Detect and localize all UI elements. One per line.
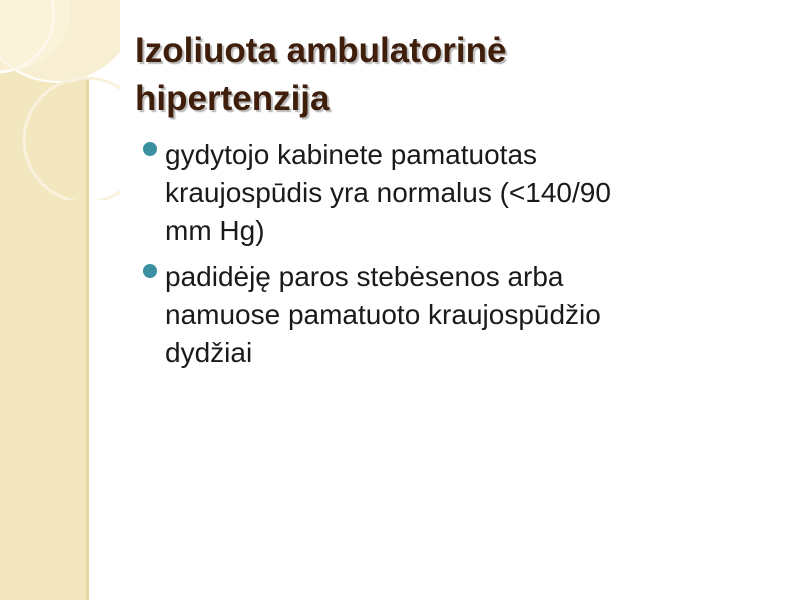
bullet-2-line-1: padidėję paros stebėsenos arba bbox=[165, 261, 564, 292]
bullet-1-line-2: kraujospūdis yra normalus (<140/90 bbox=[165, 177, 611, 208]
bullet-dot-icon bbox=[143, 142, 157, 156]
title-line-1: Izoliuota ambulatorinė bbox=[135, 31, 507, 70]
bullet-item-1 bbox=[143, 136, 753, 250]
bullet-1-line-3: mm Hg) bbox=[165, 215, 265, 246]
bullet-dot-icon bbox=[143, 264, 157, 278]
title-line-2: hipertenzija bbox=[135, 79, 330, 118]
bullet-list bbox=[143, 136, 753, 380]
slide-title bbox=[135, 27, 755, 123]
bullet-2-line-3: dydžiai bbox=[165, 337, 253, 368]
bullet-item-2 bbox=[143, 258, 753, 372]
bullet-1-line-1: gydytojo kabinete pamatuotas bbox=[165, 139, 538, 170]
circle-ornament-icon bbox=[0, 0, 120, 200]
bullet-2-line-2: namuose pamatuoto kraujospūdžio bbox=[165, 299, 601, 330]
